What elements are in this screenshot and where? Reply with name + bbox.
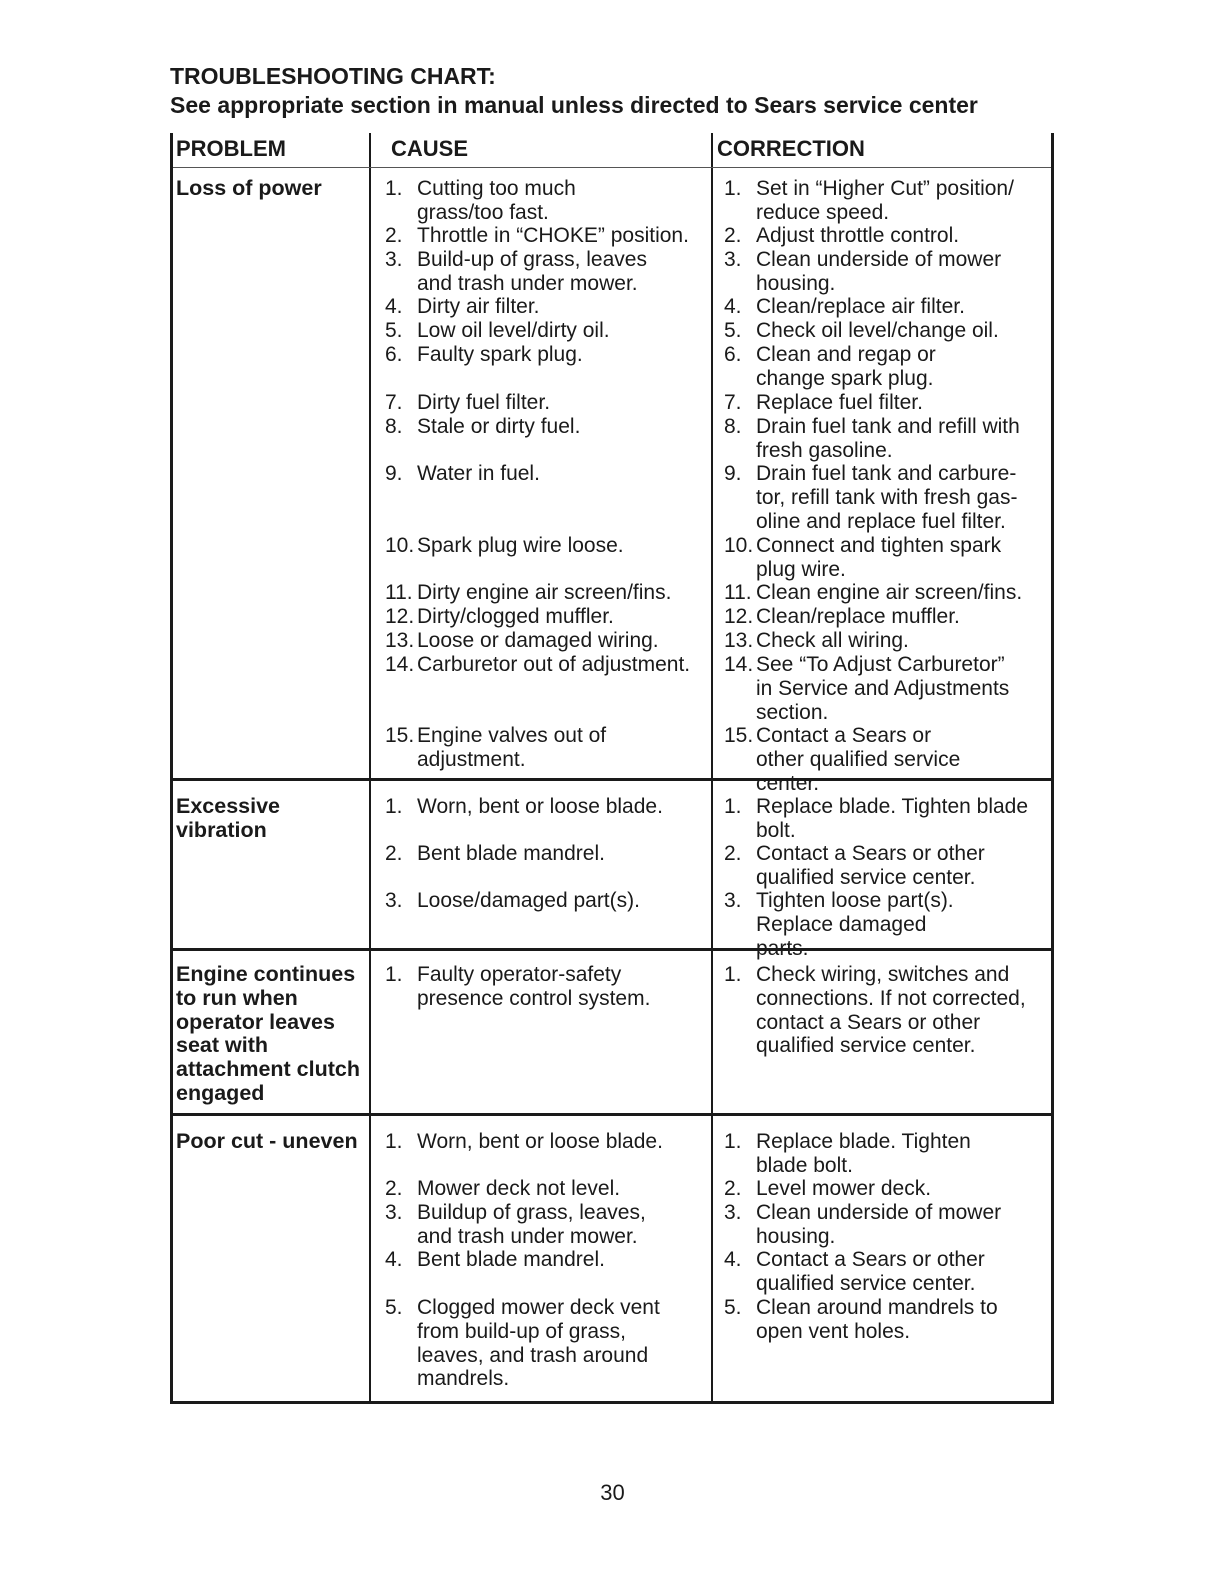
page-number: 30 <box>600 1480 625 1505</box>
cause-item: 2. Bent blade mandrel. <box>385 842 605 865</box>
correction-item: 3. Tighten loose part(s). Replace damaged parts. <box>724 889 954 960</box>
correction-item: 14. See “To Adjust Carburetor” in Service and Adjustments section. <box>724 653 1010 724</box>
correction-list <box>724 963 1054 1103</box>
troubleshooting-table <box>170 133 1054 1404</box>
cause-item: 15. Engine valves out of adjustment. <box>385 724 607 771</box>
correction-item: 4. Contact a Sears or other qualified service center. <box>724 1248 985 1295</box>
problem-excessive-vibration: Excessive vibration <box>176 794 281 842</box>
page-title: TROUBLESHOOTING CHART: <box>170 63 496 89</box>
cause-item: 1. Cutting too much grass/too fast. <box>385 177 576 224</box>
column-header-correction: CORRECTION <box>717 136 865 161</box>
cause-item: 8. Stale or dirty fuel. <box>385 415 581 438</box>
chart-header <box>170 62 1070 120</box>
correction-item: 5. Check oil level/change oil. <box>724 319 999 342</box>
cause-item: 13. Loose or damaged wiring. <box>385 629 659 652</box>
cause-item: 5. Clogged mower deck vent from build-up of grass, leaves, and trash around mandrels. <box>385 1296 660 1391</box>
page-subtitle: See appropriate section in manual unless directed to Sears service center <box>170 92 978 118</box>
correction-item: 11. Clean engine air screen/fins. <box>724 581 1023 604</box>
cause-item: 7. Dirty fuel filter. <box>385 391 551 414</box>
row-divider <box>173 1113 1051 1116</box>
correction-item: 1. Replace blade. Tighten blade bolt. <box>724 795 1029 842</box>
cause-item: 10. Spark plug wire loose. <box>385 534 624 557</box>
cause-list <box>385 177 710 777</box>
correction-item: 15. Contact a Sears or other qualified service center. <box>724 724 961 795</box>
problem-engine-continues-to-run: Engine continues to run when operator leaves seat with attachment clutch engaged <box>176 962 360 1105</box>
cause-item: 3. Loose/damaged part(s). <box>385 889 640 912</box>
correction-item: 10. Connect and tighten spark plug wire. <box>724 534 1002 581</box>
correction-item: 8. Drain fuel tank and refill with fresh gasoline. <box>724 415 1020 462</box>
correction-item: 4. Clean/replace air filter. <box>724 295 965 318</box>
correction-item: 12. Clean/replace muffler. <box>724 605 960 628</box>
column-divider <box>369 133 371 1401</box>
correction-list <box>724 795 1054 960</box>
cause-item: 2. Mower deck not level. <box>385 1177 621 1200</box>
correction-item: 6. Clean and regap or change spark plug. <box>724 343 936 390</box>
cause-item: 9. Water in fuel. <box>385 462 540 485</box>
correction-item: 1. Replace blade. Tighten blade bolt. <box>724 1130 971 1177</box>
correction-item: 5. Clean around mandrels to open vent holes. <box>724 1296 998 1343</box>
correction-list <box>724 177 1054 795</box>
cause-item: 1. Faulty operator-safety presence control system. <box>385 963 651 1010</box>
cause-item: 1. Worn, bent or loose blade. <box>385 1130 663 1153</box>
correction-item: 1. Check wiring, switches and connections. If not corrected, contact a Sears or other qualified service center. <box>724 963 1026 1058</box>
cause-item: 4. Dirty air filter. <box>385 295 540 318</box>
correction-item: 13. Check all wiring. <box>724 629 909 652</box>
correction-item: 3. Clean underside of mower housing. <box>724 1201 1002 1248</box>
cause-list <box>385 795 710 945</box>
correction-item: 3. Clean underside of mower housing. <box>724 248 1002 295</box>
correction-item: 9. Drain fuel tank and carbure-tor, refill tank with fresh gas-oline and replace fuel filter. <box>724 462 1018 533</box>
cause-item: 3. Buildup of grass, leaves, and trash under mower. <box>385 1201 646 1248</box>
column-divider <box>711 133 713 1401</box>
correction-item: 2. Contact a Sears or other qualified service center. <box>724 842 985 889</box>
cause-item: 1. Worn, bent or loose blade. <box>385 795 663 818</box>
correction-item: 2. Level mower deck. <box>724 1177 932 1200</box>
correction-item: 7. Replace fuel filter. <box>724 391 923 414</box>
cause-item: 12. Dirty/clogged muffler. <box>385 605 614 628</box>
header-divider <box>173 167 1051 168</box>
correction-item: 2. Adjust throttle control. <box>724 224 960 247</box>
cause-item: 3. Build-up of grass, leaves and trash under mower. <box>385 248 647 295</box>
column-header-cause: CAUSE <box>391 136 469 161</box>
cause-item: 4. Bent blade mandrel. <box>385 1248 605 1271</box>
cause-list <box>385 1130 710 1400</box>
cause-item: 5. Low oil level/dirty oil. <box>385 319 610 342</box>
cause-list <box>385 963 710 1103</box>
cause-item: 14. Carburetor out of adjustment. <box>385 653 691 676</box>
problem-loss-of-power: Loss of power <box>176 176 322 200</box>
correction-list <box>724 1130 1054 1400</box>
column-header-problem: PROBLEM <box>176 136 286 161</box>
cause-item: 2. Throttle in “CHOKE” position. <box>385 224 689 247</box>
correction-item: 1. Set in “Higher Cut” position/ reduce speed. <box>724 177 1014 224</box>
cause-item: 11. Dirty engine air screen/fins. <box>385 581 672 604</box>
cause-item: 6. Faulty spark plug. <box>385 343 583 366</box>
problem-poor-cut-uneven: Poor cut - uneven <box>176 1129 358 1153</box>
